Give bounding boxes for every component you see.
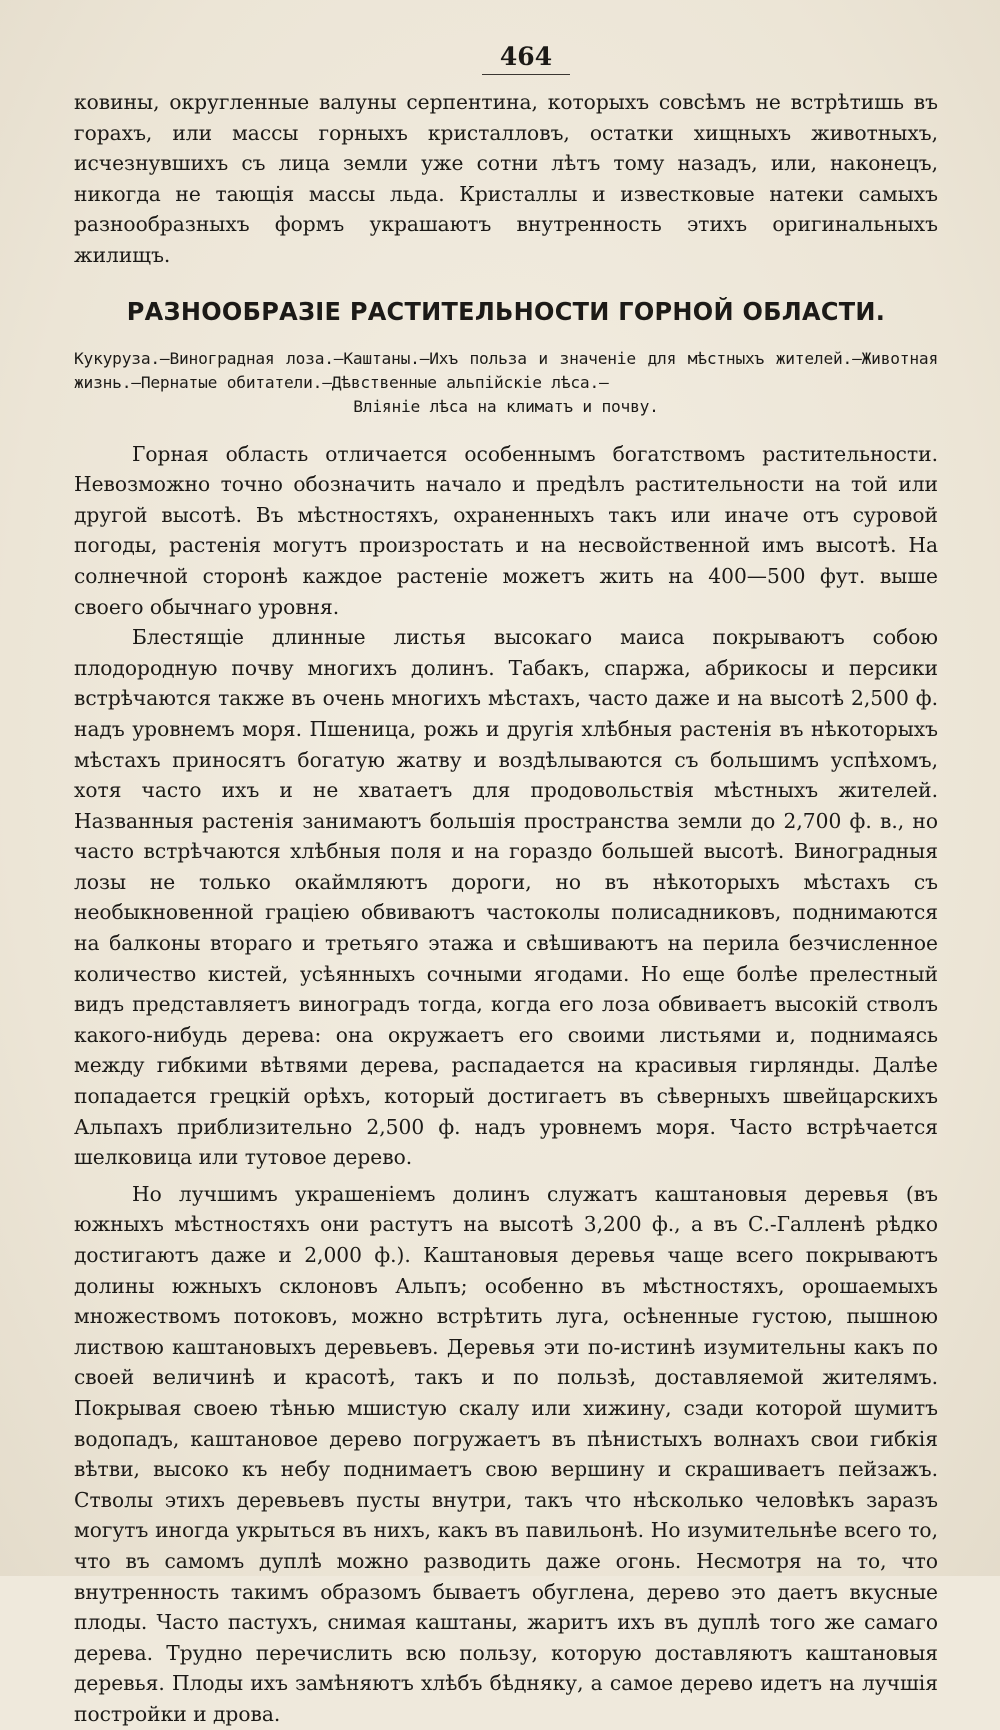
body-paragraph-1: Горная область отличается особеннымъ богатствомъ растительности. Невозможно точно обозначить начало и предѣлъ растительности на той или другой высотѣ. Въ мѣстностяхъ, охраненныхъ такъ или иначе отъ суровой погоды, растенія могутъ произростать и на несвойственной имъ высотѣ. На солнечной сторонѣ каждое растеніе можетъ жить на 400—500 фут. выше своего обычнаго уровня. — [74, 441, 938, 619]
body-paragraph-2: Блестящіе длинные листья высокаго маиса покрываютъ собою плодородную почву многихъ долинъ. Табакъ, спаржа, абрикосы и персики встрѣчаются также въ очень многихъ мѣстахъ, часто даже и на высотѣ 2,500 ф. надъ уровнемъ моря. Пшеница, рожь и другія хлѣбныя растенія въ нѣкоторыхъ мѣстахъ приносятъ богатую жатву и воздѣлываются съ большимъ успѣхомъ, хотя часто ихъ и не хватаетъ для продовольствія мѣстныхъ жителей. Названныя растенія занимаютъ большія пространства земли до 2,700 ф. в., но часто встрѣчаются хлѣбныя поля и на гораздо большей высотѣ. Виноградныя лозы не только окаймляютъ дороги, но въ нѣкоторыхъ мѣстахъ съ необыкновенной граціею обвиваютъ частоколы полисадниковъ, поднимаются на балконы втораго и третьяго этажа и свѣшиваютъ на перила безчисленное количество кистей, усѣянныхъ сочными ягодами. Но еще болѣе прелестный видъ представляетъ виноградъ тогда, когда его лоза обвиваетъ высокій стволъ какого-нибудь дерева: она окружаетъ его своими листьями и, поднимаясь между гибкими вѣтвями дерева, распадается на красивыя гирлянды. Далѣе попадается грецкій орѣхъ, который достигаетъ въ сѣверныхъ швейцарскихъ Альпахъ приблизительно 2,500 ф. надъ уровнемъ моря. Часто встрѣчается шелковица или тутовое дерево. — [74, 625, 938, 1170]
body-paragraph-3: Но лучшимъ украшеніемъ долинъ служатъ каштановыя деревья (въ южныхъ мѣстностяхъ они растутъ на высотѣ 3,200 ф., а въ С.-Галленѣ рѣдко достигаютъ даже и 2,000 ф.). Каштановыя деревья чаще всего покрываютъ долины южныхъ склоновъ Альпъ; особенно въ мѣстностяхъ, орошаемыхъ множествомъ потоковъ, можно встрѣтить луга, осѣненные густою, пышною листвою каштановыхъ деревьевъ. Деревья эти по-истинѣ изумительны какъ по своей величинѣ и красотѣ, такъ и по пользѣ, доставляемой жителямъ. Покрывая своею тѣнью мшистую скалу или хижину, сзади которой шумитъ водопадъ, каштановое дерево погружаетъ въ пѣнистыхъ волнахъ свои гибкія вѣтви, высоко къ небу поднимаетъ свою вершину и скрашиваетъ пейзажъ. Стволы этихъ деревьевъ пусты внутри, такъ что нѣсколько человѣкъ заразъ могутъ иногда укрыться въ нихъ, какъ въ павильонѣ. Но изумительнѣе всего то, что въ самомъ дуплѣ можно разводить даже огонь. Несмотря на то, что внутренность такимъ образомъ бываетъ обуглена, дерево это даетъ вкусные плоды. Часто пастухъ, снимая каштаны, жаритъ ихъ въ дуплѣ того же самаго дерева. Трудно перечислить всю пользу, которую доставляютъ каштановыя деревья. Плоды ихъ замѣняютъ хлѣбъ бѣдняку, а самое дерево идетъ на лучшія постройки и дрова. — [74, 1181, 938, 1726]
page-number-rule — [482, 74, 570, 75]
chapter-summary-last-line: Вліяніе лѣса на климатъ и почву. — [353, 396, 659, 416]
chapter-summary: Кукуруза.—Виноградная лоза.—Каштаны.—Ихъ польза и значеніе для мѣстныхъ жителей.—Животная жизнь.—Пернатые обитатели.—Дѣвственные альпійскіе лѣса.— — [74, 348, 938, 392]
section-title: РАЗНООБРАЗІЕ РАСТИТЕЛЬНОСТИ ГОРНОЙ ОБЛАСТИ. — [126, 296, 886, 326]
page-number: 464 — [499, 42, 553, 71]
intro-paragraph: ковины, округленные валуны серпентина, которыхъ совсѣмъ не встрѣтишь въ горахъ, или массы горныхъ кристалловъ, остатки хищныхъ животныхъ, исчезнувшихъ съ лица земли уже сотни лѣтъ тому назадъ, или, наконецъ, никогда не тающія массы льда. Кристаллы и известковые натеки самыхъ разнообразныхъ формъ украшаютъ внутренность этихъ оригинальныхъ жилищъ. — [74, 90, 938, 267]
